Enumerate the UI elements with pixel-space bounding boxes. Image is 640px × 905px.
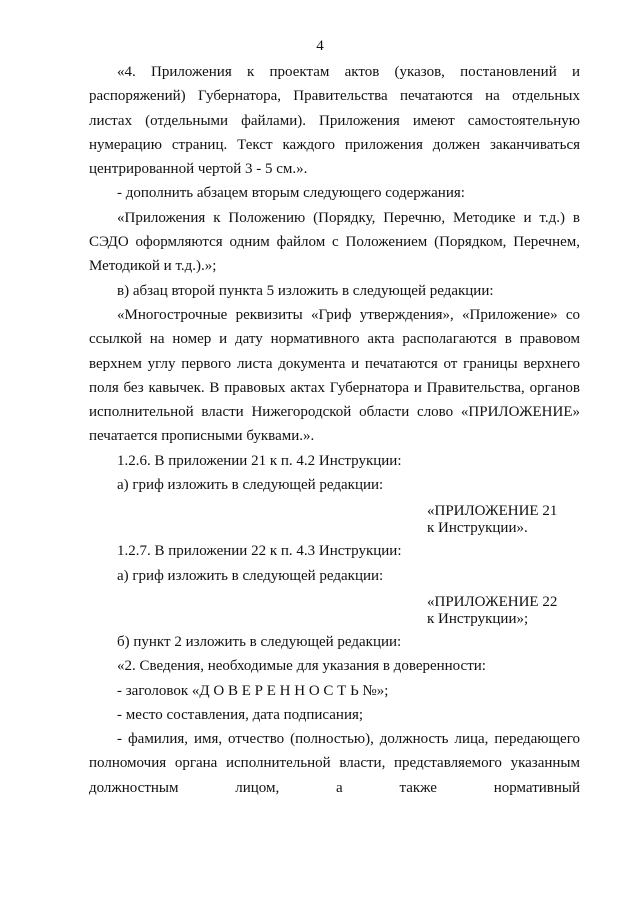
paragraph-full-name: - фамилия, имя, отчество (полностью), должность лица, передающего полномочия органа исполнительной власти, представляемого указанным должностным лицом, а также нормативный bbox=[89, 731, 580, 796]
paragraph-griff-edit-21: а) гриф изложить в следующей редакции: bbox=[117, 477, 384, 494]
paragraph-add-second: - дополнить абзацем вторым следующего содержания: bbox=[117, 185, 465, 202]
paragraph-1-2-7: 1.2.7. В приложении 22 к п. 4.3 Инструкции: bbox=[117, 543, 402, 560]
paragraph-place-date: - место составления, дата подписания; bbox=[117, 706, 364, 723]
griff-21-title: «ПРИЛОЖЕНИЕ 21 bbox=[427, 503, 558, 520]
page-number: 4 bbox=[316, 38, 324, 54]
griff-22-title: «ПРИЛОЖЕНИЕ 22 bbox=[427, 593, 558, 610]
griff-block-21 bbox=[427, 503, 580, 537]
paragraph-1-2-6: 1.2.6. В приложении 21 к п. 4.2 Инструкции: bbox=[117, 452, 402, 469]
document-body bbox=[89, 60, 580, 800]
paragraph-multiline-requisites: «Многострочные реквизиты «Гриф утверждения», «Приложение» со ссылкой на номер и дату нормативного акта располагаются в правовом верхнем углу первого листа документа и печатаются от границы верхнего поля без кавычек. В правовых актах Губернатора и Правительства, органов исполнительной власти Нижегородской области слово «ПРИЛОЖЕНИЕ» печатается прописными буквами.». bbox=[89, 306, 580, 445]
griff-21-ref: к Инструкции». bbox=[427, 520, 528, 537]
paragraph-item-v: в) абзац второй пункта 5 изложить в следующей редакции: bbox=[117, 282, 494, 299]
griff-22-ref: к Инструкции»; bbox=[427, 610, 529, 627]
paragraph-sedo-files: «Приложения к Положению (Порядку, Перечню, Методике и т.д.) в СЭДО оформляются одним файлом с Положением (Порядком, Перечнем, Методикой и т.д.).»; bbox=[89, 209, 580, 275]
paragraph-item-b: б) пункт 2 изложить в следующей редакции: bbox=[117, 633, 402, 650]
paragraph-griff-edit-22: а) гриф изложить в следующей редакции: bbox=[117, 567, 384, 584]
paragraph-heading-item: - заголовок «Д О В Е Р Е Н Н О С Т Ь №»; bbox=[117, 682, 389, 699]
paragraph-appendices-rule: «4. Приложения к проектам актов (указов, постановлений и распоряжений) Губернатора, Правительства печатаются на отдельных листах (отдельными файлами). Приложения имеют самостоятельную нумерацию страниц. Текст каждого приложения должен заканчиваться центрированной чертой 3 - 5 см.». bbox=[89, 64, 580, 178]
griff-block-22 bbox=[427, 594, 580, 628]
paragraph-power-of-attorney: «2. Сведения, необходимые для указания в доверенности: bbox=[117, 658, 486, 675]
